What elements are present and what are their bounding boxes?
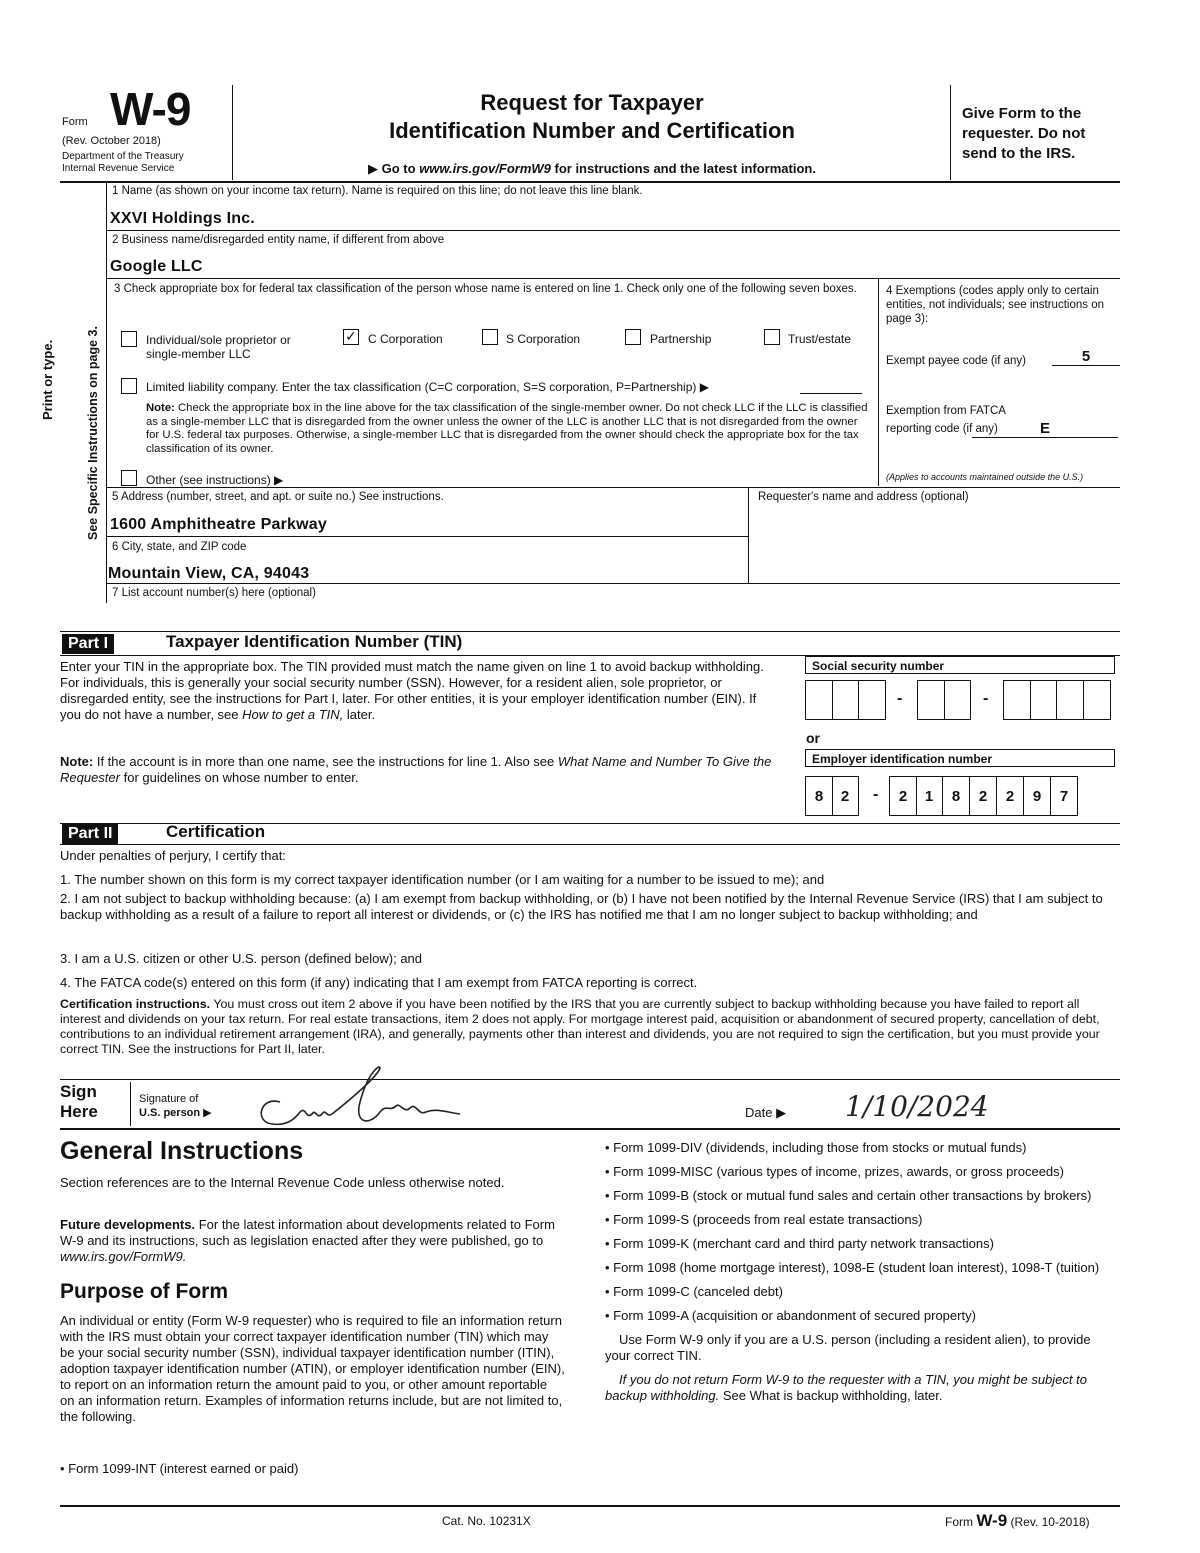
fatca-label: Exemption from FATCA reporting code (if any) bbox=[886, 405, 1006, 435]
form-number: W-9 bbox=[110, 83, 191, 135]
ein-label-box: Employer identification number bbox=[805, 749, 1115, 767]
general-p1: Section references are to the Internal Revenue Code unless otherwise noted. bbox=[60, 1175, 505, 1190]
checkbox-partnership[interactable] bbox=[625, 329, 641, 345]
cert-instructions: Certification instructions. You must cross out item 2 above if you have been notified by the IRS that you are currently subject to backup withholding because you have failed to report all interest and dividends on your tax return. For real estate transactions, item 2 does not apply. For mortgage interest paid, acquisition or abandonment of secured property, cancellation of debt, contributions to an individual retirement arrangement (IRA), and generally, payments other than interest and dividends, you are not required to sign the certification, but you must provide your correct TIN. See the instructions for Part II, later. bbox=[60, 997, 1100, 1056]
bullet-1099-div: • Form 1099-DIV (dividends, including those from stocks or mutual funds) bbox=[605, 1140, 1027, 1155]
department: Department of the Treasury bbox=[62, 151, 184, 162]
purpose-text: An individual or entity (Form W-9 requester) who is required to file an information return with the IRS must obtain your correct taxpayer identification number (TIN) which may be your social security number (SSN), individual taxpayer identification number (ITIN), adoption taxpayer identification number (ATIN), or employer identification number (EIN), to report on an information return the amount paid to you, or other amount reportable on an information return. Examples of information returns include, but are not limited to, the following. bbox=[60, 1313, 565, 1424]
s-corporation-label: S Corporation bbox=[506, 332, 581, 346]
llc-note: Note: Check the appropriate box in the line above for the tax classification of the single-member owner. Do not check LLC if the LLC is classified as a single-member LLC that is disregarded from the owner unless the owner of the LLC is another LLC that is not disregarded from the owner for U.S. federal tax purposes. Otherwise, a single-member LLC that is disregarded from the owner should check the appropriate box for the tax classification of its owner. bbox=[146, 402, 868, 455]
sign-label: Sign bbox=[60, 1082, 97, 1101]
partnership-label: Partnership bbox=[650, 332, 712, 346]
line6-label: 6 City, state, and ZIP code bbox=[112, 541, 247, 553]
goto-instructions: ▶ Go to www.irs.gov/FormW9 for instructions and the latest information. bbox=[368, 161, 816, 176]
bullet-1099-b: • Form 1099-B (stock or mutual fund sales and certain other transactions by brokers) bbox=[605, 1188, 1092, 1203]
ssn-digit[interactable] bbox=[1003, 680, 1031, 720]
ssn-digit[interactable] bbox=[832, 680, 859, 720]
line4-label: 4 Exemptions (codes apply only to certain entities, not individuals; see instructions on page 3): bbox=[886, 285, 1104, 325]
form-title-1: Request for Taxpayer bbox=[480, 90, 704, 115]
signature-date[interactable]: 1/10/2024 bbox=[845, 1090, 989, 1123]
backup-withholding-text: If you do not return Form W-9 to the requester with a TIN, you might be subject to backup withholding. See What is backup withholding, later. bbox=[605, 1372, 1087, 1403]
line1-name[interactable]: XXVI Holdings Inc. bbox=[110, 210, 255, 227]
bullet-1099-int: • Form 1099-INT (interest earned or paid) bbox=[60, 1461, 299, 1476]
ein-digit[interactable]: 9 bbox=[1024, 776, 1051, 816]
llc-classification-input[interactable] bbox=[800, 393, 862, 394]
revision-date: (Rev. October 2018) bbox=[62, 135, 161, 147]
irs-label: Internal Revenue Service bbox=[62, 163, 175, 174]
or-label: or bbox=[806, 730, 820, 746]
line7-account-input[interactable] bbox=[108, 600, 1118, 628]
ssn-digit[interactable] bbox=[1057, 680, 1084, 720]
bullet-1099-s: • Form 1099-S (proceeds from real estate transactions) bbox=[605, 1212, 923, 1227]
ssn-dash: - bbox=[897, 690, 903, 707]
cert-item-3: 3. I am a U.S. citizen or other U.S. person (defined below); and bbox=[60, 951, 423, 966]
form-label: Form bbox=[62, 116, 88, 128]
part1-title: Taxpayer Identification Number (TIN) bbox=[166, 632, 463, 651]
ssn-dash: - bbox=[983, 690, 989, 707]
trust-estate-label: Trust/estate bbox=[788, 332, 851, 346]
sidebar-instructions: See Specific Instructions on page 3. bbox=[86, 326, 100, 540]
ein-field[interactable] bbox=[805, 776, 1117, 822]
cert-item-2: 2. I am not subject to backup withholding because: (a) I am exempt from backup withholding, or (b) I have not been notified by the Internal Revenue Service (IRS) that I am subject to backup withholding as a result of a failure to report all interest or dividends, or (c) the IRS has notified me that I am no longer subject to backup withholding; and bbox=[60, 891, 1103, 922]
use-w9-text: Use Form W-9 only if you are a U.S. person (including a resident alien), to provide your correct TIN. bbox=[605, 1332, 1091, 1363]
line7-label: 7 List account number(s) here (optional) bbox=[112, 587, 316, 599]
ssn-digit[interactable] bbox=[1030, 680, 1057, 720]
cert-intro: Under penalties of perjury, I certify that: bbox=[60, 848, 286, 863]
bullet-1099-a: • Form 1099-A (acquisition or abandonment of secured property) bbox=[605, 1308, 976, 1323]
part2-badge: Part II bbox=[62, 824, 118, 844]
form-title-2: Identification Number and Certification bbox=[389, 118, 795, 143]
future-url[interactable]: www.irs.gov/FormW9. bbox=[60, 1249, 187, 1264]
date-label: Date ▶ bbox=[745, 1105, 787, 1120]
cert-item-4: 4. The FATCA code(s) entered on this form (if any) indicating that I am exempt from FATCA reporting is correct. bbox=[60, 975, 698, 990]
ssn-label-box: Social security number bbox=[805, 656, 1115, 674]
ein-digit[interactable]: 1 bbox=[916, 776, 943, 816]
line5-address[interactable]: 1600 Amphitheatre Parkway bbox=[110, 516, 327, 533]
line1-label: 1 Name (as shown on your income tax return). Name is required on this line; do not leave this line blank. bbox=[112, 185, 643, 197]
line5-label: 5 Address (number, street, and apt. or suite no.) See instructions. bbox=[112, 491, 444, 503]
signature-stroke bbox=[300, 1110, 332, 1115]
purpose-heading: Purpose of Form bbox=[60, 1280, 229, 1303]
part1-badge: Part I bbox=[62, 634, 114, 654]
ssn-digit[interactable] bbox=[859, 680, 886, 720]
checkbox-s-corporation[interactable] bbox=[482, 329, 498, 345]
c-corporation-label: C Corporation bbox=[368, 332, 443, 346]
ein-digit[interactable]: 2 bbox=[997, 776, 1024, 816]
future-developments: Future developments. For the latest information about developments related to Form W-9 and its instructions, such as legislation enacted after they were published, go to www.irs.gov/FormW9. bbox=[60, 1217, 555, 1264]
checkbox-c-corporation[interactable]: ✓ bbox=[343, 329, 359, 345]
llc-label: Limited liability company. Enter the tax classification (C=C corporation, S=S corporation, P=Partnership) ▶ bbox=[146, 380, 709, 394]
individual-label: Individual/sole proprietor or single-member LLC bbox=[146, 333, 291, 361]
footer-form-id: Form W-9 (Rev. 10-2018) bbox=[945, 1511, 1090, 1530]
sidebar-print-type: Print or type. bbox=[40, 339, 55, 420]
bullet-1099-k: • Form 1099-K (merchant card and third party network transactions) bbox=[605, 1236, 994, 1251]
part1-text: Enter your TIN in the appropriate box. The TIN provided must match the name given on line 1 to avoid backup withholding. For individuals, this is generally your social security number (SSN). However, for a resident alien, sole proprietor, or disregarded entity, see the instructions for Part I, later. For other entities, it is your employer identification number (EIN). If you do not have a number, see How to get a TIN, later. bbox=[60, 659, 764, 722]
checkbox-individual[interactable] bbox=[121, 331, 137, 347]
fatca-code[interactable]: E bbox=[972, 420, 1118, 438]
line6-city-state-zip[interactable]: Mountain View, CA, 94043 bbox=[108, 565, 310, 582]
ssn-digit[interactable] bbox=[1084, 680, 1111, 720]
signature-label: Signature of U.S. person ▶ bbox=[139, 1093, 212, 1119]
exempt-payee-label: Exempt payee code (if any) bbox=[886, 355, 1026, 367]
exempt-payee-code[interactable]: 5 bbox=[1052, 348, 1120, 366]
ssn-digit[interactable] bbox=[944, 680, 971, 720]
line3-label: 3 Check appropriate box for federal tax classification of the person whose name is entered on line 1. Check only one of the following seven boxes. bbox=[114, 283, 857, 295]
ssn-field[interactable] bbox=[805, 680, 1117, 726]
give-form-note: Give Form to the requester. Do not send to the IRS. bbox=[962, 105, 1086, 162]
part2-title: Certification bbox=[166, 822, 266, 841]
ein-dash: - bbox=[873, 786, 879, 803]
bullet-1099-c: • Form 1099-C (canceled debt) bbox=[605, 1284, 783, 1299]
ein-digit[interactable]: 2 bbox=[970, 776, 997, 816]
general-instructions-heading: General Instructions bbox=[60, 1137, 304, 1165]
fatca-note: (Applies to accounts maintained outside the U.S.) bbox=[886, 472, 1084, 482]
here-label: Here bbox=[60, 1102, 98, 1121]
cert-item-1: 1. The number shown on this form is my correct taxpayer identification number (or I am waiting for a number to be issued to me); and bbox=[60, 872, 825, 887]
requester-label: Requester's name and address (optional) bbox=[758, 491, 969, 503]
signature-stroke bbox=[261, 1101, 300, 1124]
line2-business-name[interactable]: Google LLC bbox=[110, 258, 203, 275]
catalog-number: Cat. No. 10231X bbox=[442, 1514, 531, 1528]
ein-digit[interactable]: 8 bbox=[805, 776, 833, 816]
ssn-digit[interactable] bbox=[917, 680, 945, 720]
part1-note: Note: If the account is in more than one name, see the instructions for line 1. Also see What Name and Number To Give the Requester for guidelines on whose number to enter. bbox=[60, 754, 772, 785]
ein-digit[interactable]: 2 bbox=[832, 776, 859, 816]
irs-url[interactable]: www.irs.gov/FormW9 bbox=[419, 161, 551, 176]
checkbox-llc[interactable] bbox=[121, 378, 137, 394]
ein-digit[interactable]: 8 bbox=[943, 776, 970, 816]
ssn-digit[interactable] bbox=[805, 680, 833, 720]
ein-digit[interactable]: 7 bbox=[1051, 776, 1078, 816]
other-label: Other (see instructions) ▶ bbox=[146, 473, 284, 487]
signature[interactable] bbox=[250, 1062, 490, 1132]
ein-digit[interactable]: 2 bbox=[889, 776, 917, 816]
bullet-1099-misc: • Form 1099-MISC (various types of income, prizes, awards, or gross proceeds) bbox=[605, 1164, 1064, 1179]
signature-stroke bbox=[332, 1067, 380, 1121]
bullet-1098: • Form 1098 (home mortgage interest), 1098-E (student loan interest), 1098-T (tuition) bbox=[605, 1260, 1100, 1275]
requester-input[interactable] bbox=[750, 505, 1120, 580]
checkbox-other[interactable] bbox=[121, 470, 137, 486]
checkbox-trust-estate[interactable] bbox=[764, 329, 780, 345]
line2-label: 2 Business name/disregarded entity name, if different from above bbox=[112, 234, 445, 246]
signature-stroke bbox=[380, 1105, 460, 1114]
right-bullet-list bbox=[605, 1140, 1115, 1404]
